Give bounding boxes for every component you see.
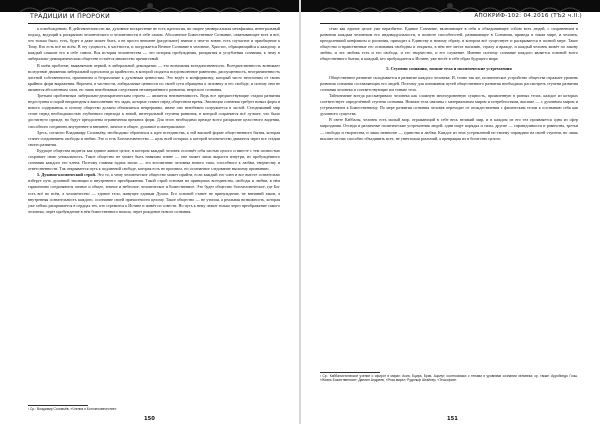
section-heading: 5. Духовно-космический строй. bbox=[37, 172, 96, 178]
section-title: 5. Ступени сознания, тонкие тела и политические устремления bbox=[386, 65, 512, 71]
paragraph: Здесь, согласно Владимиру Соловьёву, необходимо обратиться к идее всеединства, к той высшей форме общественного бытия, которая станет соединением свободы и любви. Это и есть Богочеловечество — цель всей истории, к которой человечество движется через все стадии своего развития. bbox=[28, 129, 280, 147]
right-page bbox=[300, 0, 600, 424]
left-body-text bbox=[28, 26, 280, 406]
paragraph: к освобождению. В действительности же, духовное воскресение не есть идеология, но скорее универсальная метафизика, интегральный подход, ведущий к раскрытию человеческого и человечности в себе самом. Абсолютное Божественное Сознание, охватывающее всех и всё, что только было, есть, будет и даже может быть, а не просто внешнее (раздельное) знание о чем-то вовне, есть соучастие и приобщение к Тому, Кто есть всё во всём. В эту сущность, в частности, и погружается Вечное Сознание в человеке, Христос, обращающийся к каждому, и каждый слышит его в себе самом. Вся история человечества — это история пробуждения, раскрытия и углубления сознания, к чему в либерально-демократическом обществе остаётся множество препятствий. bbox=[28, 26, 280, 62]
section-paragraph bbox=[28, 172, 280, 215]
paragraph: Третьим проблемным либерально-демократическим строем — является неизменчивость. Ведь все предшествующие стадии развития недоступны и порой непригодны к выполнению тех задач, которые ставит перед обществом время. Эволюция сознания требует новых форм и нового содержания, и потому общество должно обновляться непрерывно, иначе оно неизбежно погружается в застой. Сегодняшний мир стоит перед необходимостью глубинного перехода к новой, интегральной ступени развития, в которой сохранится всё лучшее, что было достигнуто прежде, но будут преодолены ограничения прежних форм. Для этого необходимо прежде всего раскрытие целостного видения, способного соединить внутреннее и внешнее, личное и общее, духовное и материальное. bbox=[28, 93, 280, 129]
left-running-head: ТРАДИЦИИ И ПРОРОКИ bbox=[30, 13, 111, 20]
footnote-rule bbox=[28, 405, 88, 406]
section-text: Это то, к чему человеческое общество может прийти, если каждый его член и все вместе сознательно изберут путь духовной эволюции и внутреннего преображения. Такой строй основан на принципах всеединства, свободы и любви, в нём гармонично соединяются личное и общее, земное и небесное, человеческое и Божественное. Это будет общество богочеловеческое, где Бог есть всё во всём, а человечество — единое тело, живущее единым Духом. Его основой станет не принуждение, не внешний закон, а внутренняя сознательность каждого, осознание своей причастности целому. Такое общество — не утопия, а реальная возможность, которая уже сейчас раскрывается в сердцах тех, кто стремится к Истине и живёт по совести. Но путь к нему лежит только через преображение самого человека, через пробуждение в нём божественного начала, через рождение нового сознания. bbox=[28, 172, 280, 214]
right-footnote: ¹ Ср.: Каббалистическое учение о сфирот и мирах: Асия, Ецира, Брия, Ацилут, соотносимых с телами и уровнями сознания человека; ср. также: Ауробиндо Гхош, «Жизнь Божественная»; Даниил Андреев, «Роза мира»; Рудольф Штайнер, «Теософия». bbox=[320, 374, 578, 383]
footnote-rule bbox=[320, 372, 380, 373]
paragraph: Общественное развитие складывается в развитие каждого человека. И, точно так же, политическое устройство общества отражает уровень развития сознания составляющих его людей. Поэтому для понимания путей общественного развития необходимо рассмотреть ступени развития сознания человека и соответствующие им тонкие тела. bbox=[320, 74, 578, 92]
paragraph: стью как единое целое уже неразбитое. Единое Сознание, включающее в себя и объединяющее собою всех людей, с сохранением в развитии каждым человеком его индивидуальности, в полноте способностей, развивающее в Сознании, приведя в таком мире, и человек, преодолевший конфликты и различия, приходит к Единству и новому образу, в котором всё существует и раскрывается в полной мере. Такое общество и нравственные его основания свободны и открыты, в нём нет места насилию, страху и вражде, и каждый человек живёт по закону любви, и эта любовь есть и его свобода, и его творчество, и его служение. Именно поэтому сознание каждого является основой всего общественного бытия, и каждый, кто пробуждается к Истине, уже несёт в себе образ будущего мира. bbox=[320, 26, 578, 62]
paragraph: В моём проблеме, выявляемом первой, в либеральной демократии — это возможная всеединственность. Всеединственность возникает вследствие движения либеральной идеологии до крайности, в которой сходятся вседозволенное равенство, распущенность, неограниченность частной собственности, прагматизм и безразличие к духовным ценностям. Это ведёт к конформизму, который часто неотличим от своих крайних форм выражения. Впрочем, в частности, либеральные ценности по своей сути обращены к человеку и его свободе, и потому они не являются абсолютным злом, но лишь неизбежным следствием незавершённого развития, незрелого сознания. bbox=[28, 62, 280, 92]
right-header-rule bbox=[320, 23, 578, 24]
left-header-rule bbox=[28, 23, 280, 24]
right-running-head: АПОКРИФ-102: 04.2016 (ТЪ2 ч.II.) bbox=[474, 13, 582, 19]
left-page-number: 150 bbox=[144, 416, 155, 422]
right-body-text bbox=[320, 26, 578, 370]
paragraph: Тайнознание всегда рассматривало человека как сложную многоуровневую сущность, проявленную в разных телах, каждое из которых соответствует определённой ступени сознания. Низшие тела связаны с материальным миром и потребностями, высшие — с духовным миром и устремлением к Божественному. По мере развития сознания человек переходит от отождествления с физическим телом к осознанию себя как духовного существа. bbox=[320, 92, 578, 117]
left-footnote: ¹ Ср.: Владимир Соловьёв, «Чтения о Богочеловечестве». bbox=[28, 407, 118, 411]
paragraph: В свете Каббалы, человек есть малый мир, отражающий в себе весь великий мир, и в каждом из его тел проявляется одна из сфер мироздания. Отсюда и различные политические устремления людей: одни ищут порядка и силы, другие — справедливости и равенства, третьи — свободы и творчества, и лишь немногие — единства и любви. Каждое из этих устремлений по-своему оправдано на своей ступени, но лишь высшее из них способно объединить всех, не уничтожая различий, а превращая их в богатство целого. bbox=[320, 117, 578, 141]
right-page-number: 151 bbox=[447, 416, 458, 422]
paragraph: Будущее общества видится как единое живое целое, в котором каждый человек осознаёт себя частью целого и вместе с тем полностью сохраняет свою уникальность. Такое общество не может быть навязано извне — оно может лишь вырасти изнутри, из пробуждённого сознания каждого его члена. Поэтому главная задача эпохи — это воспитание человека нового типа, способного к любви, творчеству и ответственности. Так открывается путь к подлинной свободе, которая есть не произвол, но осознанное следование высшему призванию. bbox=[28, 147, 280, 172]
